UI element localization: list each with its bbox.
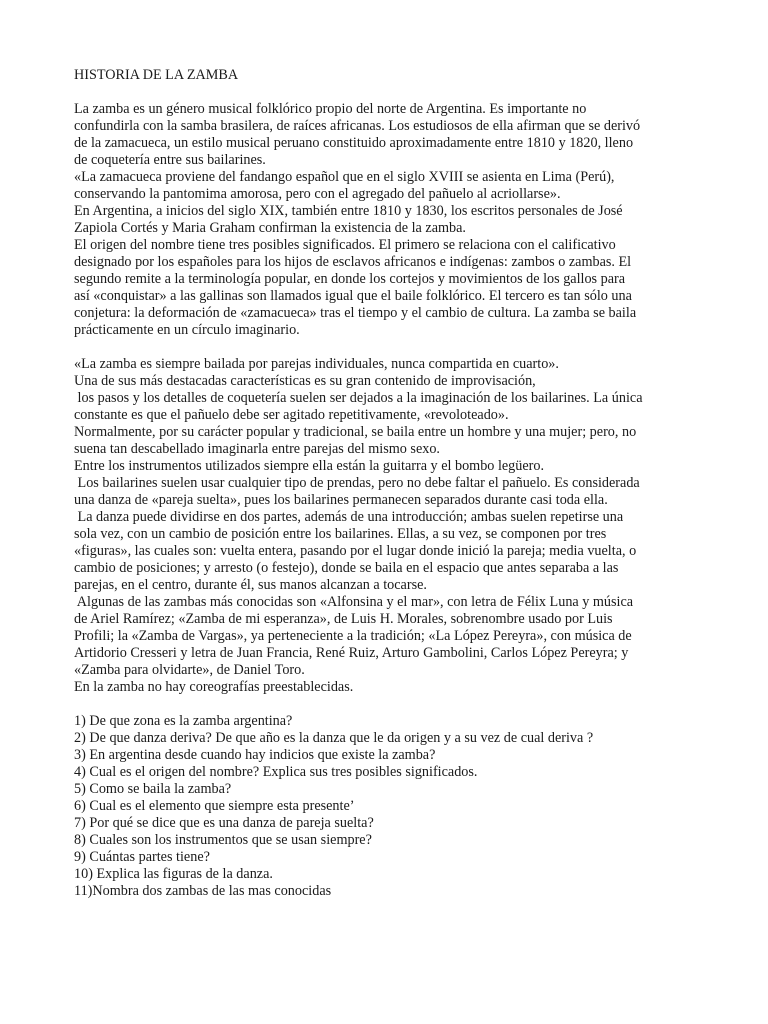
text-line: segundo remite a la terminología popular, en donde los cortejos y movimientos de los gallos para bbox=[74, 271, 626, 287]
text-line: Normalmente, por su carácter popular y tradicional, se baila entre un hombre y una mujer; pero, no bbox=[74, 424, 637, 440]
text-line: sola vez, con un cambio de posición entre los bailarines. Ellas, a su vez, se componen por tres bbox=[74, 526, 607, 542]
question-item: 3) En argentina desde cuando hay indicios que existe la zamba? bbox=[74, 747, 436, 763]
text-line: En la zamba no hay coreografías preestablecidas. bbox=[74, 679, 354, 695]
question-item: 2) De que danza deriva? De que año es la danza que le da origen y a su vez de cual deriva ? bbox=[74, 730, 594, 746]
text-line: Algunas de las zambas más conocidas son «Alfonsina y el mar», con letra de Félix Luna y música bbox=[74, 594, 634, 610]
blank-line bbox=[74, 696, 699, 713]
text-line: Entre los instrumentos utilizados siempre ella están la guitarra y el bombo legüero. bbox=[74, 458, 545, 474]
question-item: 8) Cuales son los instrumentos que se usan siempre? bbox=[74, 832, 372, 848]
text-line: conjetura: la deformación de «zamacueca» tras el tiempo y el cambio de cultura. La zamba se baila bbox=[74, 305, 637, 321]
text-line: «figuras», las cuales son: vuelta entera, pasando por el lugar donde inició la pareja; media vuelta, o bbox=[74, 543, 637, 559]
text-line: En Argentina, a inicios del siglo XIX, también entre 1810 y 1830, los escritos personales de José bbox=[74, 203, 623, 219]
text-line: La danza puede dividirse en dos partes, además de una introducción; ambas suelen repetirse una bbox=[74, 509, 624, 525]
text-line: cambio de posiciones; y arresto (o festejo), donde se baila en el espacio que antes separaba a las bbox=[74, 560, 619, 576]
question-item: 9) Cuántas partes tiene? bbox=[74, 849, 210, 865]
question-item: 5) Como se baila la zamba? bbox=[74, 781, 232, 797]
question-item: 7) Por qué se dice que es una danza de pareja suelta? bbox=[74, 815, 374, 831]
paragraph-history bbox=[74, 101, 699, 339]
text-line: constante es que el pañuelo debe ser agitado repetitivamente, «revoloteado». bbox=[74, 407, 509, 423]
text-line: Zapiola Cortés y Maria Graham confirman la existencia de la zamba. bbox=[74, 220, 466, 236]
blank-line bbox=[74, 339, 699, 356]
question-item: 10) Explica las figuras de la danza. bbox=[74, 866, 273, 882]
text-line: así «conquistar» a las gallinas son llamados igual que el baile folklórico. El tercero es tan sólo una bbox=[74, 288, 632, 304]
text-line: los pasos y los detalles de coquetería suelen ser dejados a la imaginación de los bailarines. La única bbox=[74, 390, 643, 406]
document-title: HISTORIA DE LA ZAMBA bbox=[74, 67, 239, 83]
text-line: de Ariel Ramírez; «Zamba de mi esperanza», de Luis H. Morales, sobrenombre usado por Luis bbox=[74, 611, 613, 627]
text-line: de la zamacueca, un estilo musical peruano constituido aproximadamente entre 1810 y 1820, lleno bbox=[74, 135, 634, 151]
text-line: «La zamacueca proviene del fandango español que en el siglo XVIII se asienta en Lima (Perú), bbox=[74, 169, 615, 185]
paragraph-dance-description bbox=[74, 356, 699, 696]
text-line: La zamba es un género musical folklórico propio del norte de Argentina. Es importante no bbox=[74, 101, 587, 117]
text-line: suena tan descabellado imaginarla entre parejas del mismo sexo. bbox=[74, 441, 440, 457]
text-line: «La zamba es siempre bailada por parejas individuales, nunca compartida en cuarto». bbox=[74, 356, 559, 372]
document-body bbox=[74, 67, 699, 900]
text-line: Los bailarines suelen usar cualquier tipo de prendas, pero no debe faltar el pañuelo. Es considerada bbox=[74, 475, 640, 491]
text-line: parejas, en el centro, durante él, sus manos alcanzan a tocarse. bbox=[74, 577, 427, 593]
text-line: Artidorio Cresseri y letra de Juan Francia, René Ruiz, Arturo Gambolini, Carlos López Pereyra; y bbox=[74, 645, 629, 661]
text-line: confundirla con la samba brasilera, de raíces africanas. Los estudiosos de ella afirman que se derivó bbox=[74, 118, 641, 134]
text-line: conservando la pantomima amorosa, pero con el agregado del pañuelo al acriollarse». bbox=[74, 186, 561, 202]
text-line: Una de sus más destacadas características es su gran contenido de improvisación, bbox=[74, 373, 536, 389]
questions-list bbox=[74, 713, 699, 900]
text-line: «Zamba para olvidarte», de Daniel Toro. bbox=[74, 662, 305, 678]
text-line: de coquetería entre sus bailarines. bbox=[74, 152, 266, 168]
question-item: 6) Cual es el elemento que siempre esta presente’ bbox=[74, 798, 355, 814]
text-line: prácticamente en un círculo imaginario. bbox=[74, 322, 300, 338]
text-line: El origen del nombre tiene tres posibles significados. El primero se relaciona con el calificativo bbox=[74, 237, 616, 253]
question-item: 11)Nombra dos zambas de las mas conocidas bbox=[74, 883, 332, 899]
question-item: 4) Cual es el origen del nombre? Explica sus tres posibles significados. bbox=[74, 764, 478, 780]
question-item: 1) De que zona es la zamba argentina? bbox=[74, 713, 293, 729]
text-line: designado por los españoles para los hijos de esclavos africanos e indígenas: zambos o zambas. El bbox=[74, 254, 632, 270]
text-line: una danza de «pareja suelta», pues los bailarines permanecen separados durante casi toda ella. bbox=[74, 492, 608, 508]
text-line: Profili; la «Zamba de Vargas», ya perteneciente a la tradición; «La López Pereyra», con música de bbox=[74, 628, 632, 644]
blank-line bbox=[74, 84, 699, 101]
